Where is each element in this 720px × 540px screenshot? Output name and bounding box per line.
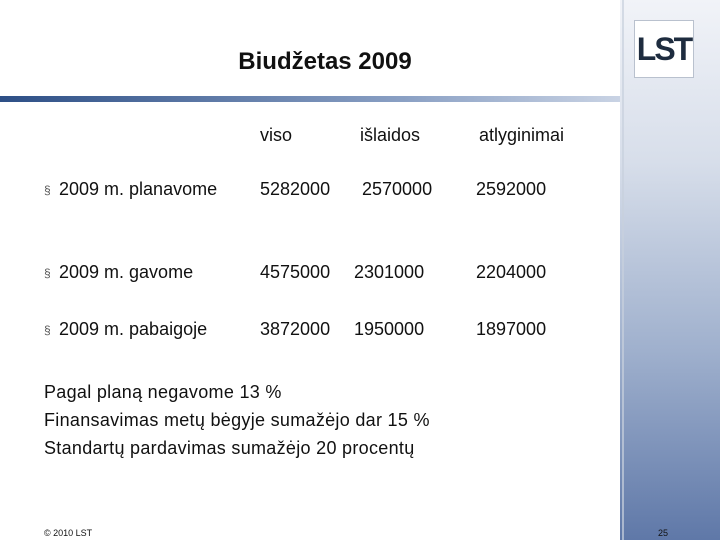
- logo-text: LST: [636, 31, 692, 67]
- summary-text: [44, 378, 430, 462]
- summary-line: Finansavimas metų bėgyje sumažėjo dar 15 %: [44, 410, 430, 430]
- table-row: [44, 179, 604, 203]
- cell-viso: 4575000: [260, 262, 331, 282]
- title-underline: [0, 96, 620, 102]
- cell-islaidos: 1950000: [354, 319, 425, 339]
- column-header-viso: viso: [260, 125, 293, 145]
- summary-line: Pagal planą negavome 13 %: [44, 382, 282, 402]
- cell-islaidos: 2570000: [362, 179, 433, 199]
- cell-atlyginimai: 2592000: [476, 179, 547, 199]
- bullet-icon: §: [44, 323, 51, 337]
- column-header-islaidos: išlaidos: [360, 125, 421, 145]
- column-header-atlyginimai: atlyginimai: [479, 125, 565, 145]
- table-row: [44, 319, 604, 343]
- right-sidebar-band: [620, 0, 720, 540]
- page-number: 25: [658, 528, 669, 538]
- slide-title: Biudžetas 2009: [238, 48, 412, 75]
- cell-viso: 3872000: [260, 319, 331, 339]
- cell-islaidos: 2301000: [354, 262, 425, 282]
- cell-viso: 5282000: [260, 179, 331, 199]
- sidebar-divider: [622, 0, 624, 540]
- cell-atlyginimai: 2204000: [476, 262, 547, 282]
- row-label: 2009 m. pabaigoje: [59, 319, 208, 339]
- row-label: 2009 m. gavome: [59, 262, 194, 282]
- bullet-icon: §: [44, 183, 51, 197]
- summary-line: Standartų pardavimas sumažėjo 20 procentų: [44, 438, 415, 458]
- footer-copyright: © 2010 LST: [44, 528, 93, 538]
- row-label: 2009 m. planavome: [59, 179, 218, 199]
- table-row: [44, 262, 604, 286]
- bullet-icon: §: [44, 266, 51, 280]
- cell-atlyginimai: 1897000: [476, 319, 547, 339]
